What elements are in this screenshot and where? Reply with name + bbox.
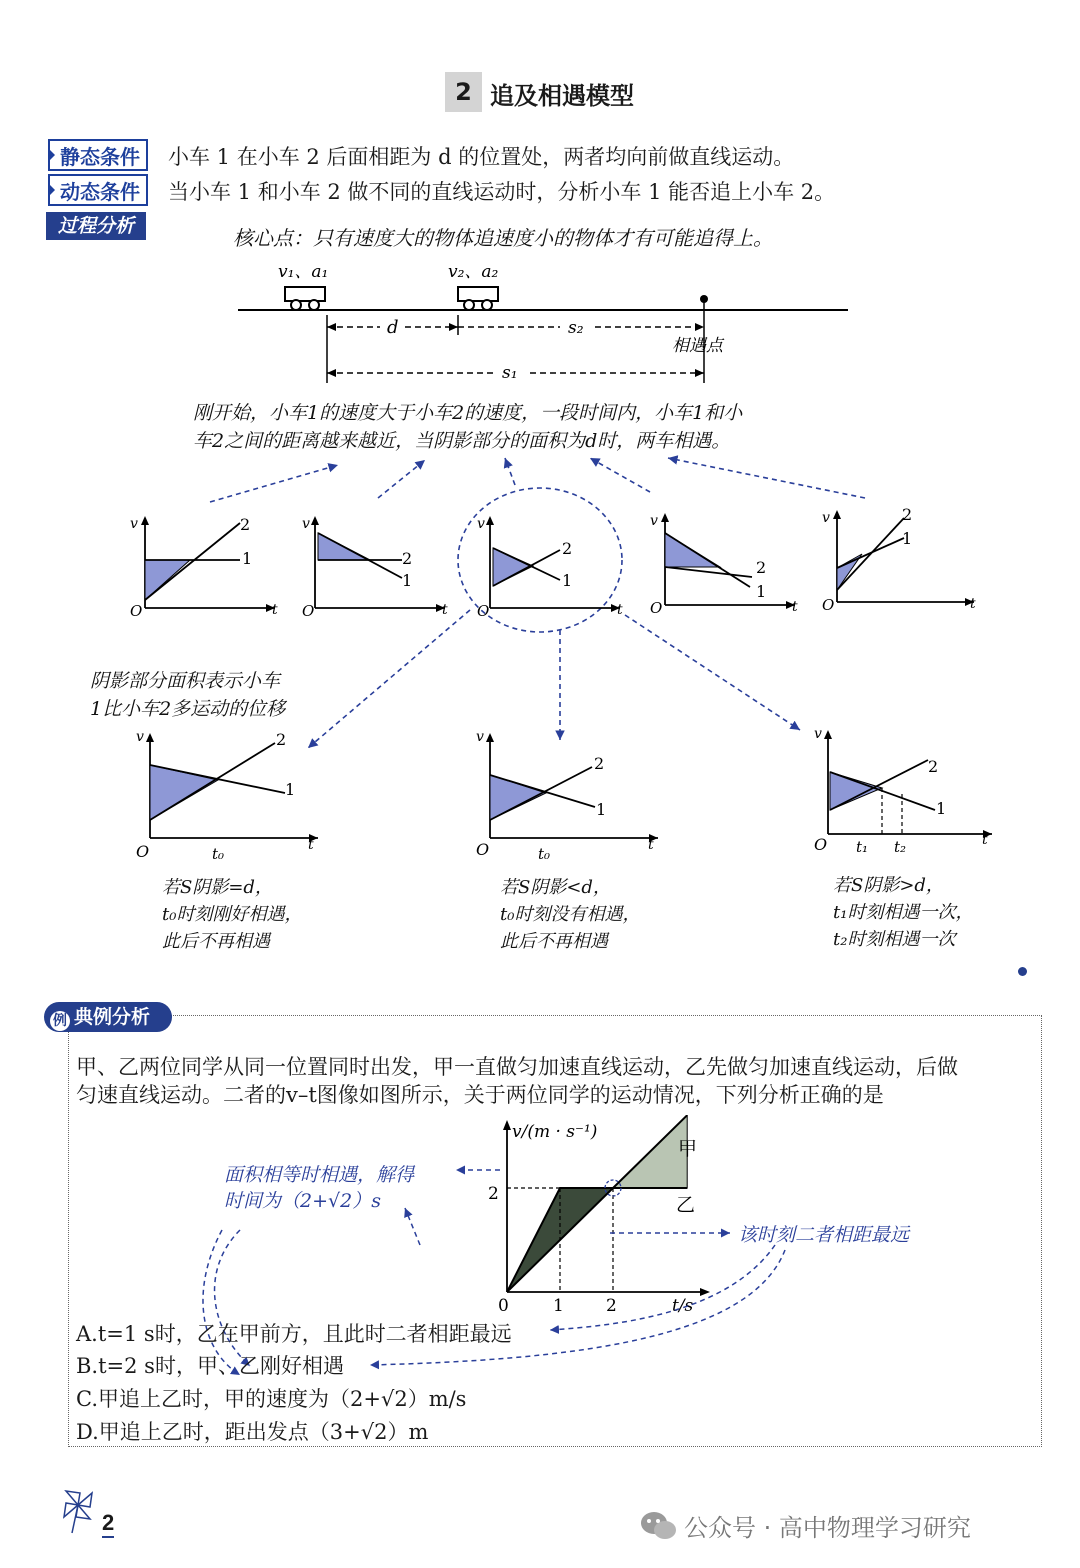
watermark: 公众号 · 高中物理学习研究 — [684, 1514, 971, 1542]
page-title: 追及相遇模型 — [490, 82, 634, 110]
svg-text:v: v — [477, 516, 485, 532]
svg-text:2: 2 — [756, 558, 767, 577]
static-condition-tag: 静态条件 — [48, 139, 148, 171]
question-line-1: 甲、乙两位同学从同一位置同时出发，甲一直做匀加速直线运动，乙先做匀加速直线运动，后做 — [76, 1055, 958, 1079]
svg-text:2: 2 — [240, 515, 251, 534]
case-graph-equal — [130, 725, 330, 865]
svg-text:v: v — [650, 513, 658, 529]
option-d[interactable]: D.甲追上乙时，距出发点（3+√2）m — [76, 1420, 429, 1444]
svg-text:t: t — [648, 837, 654, 853]
meet-point-label: 相遇点 — [672, 336, 723, 356]
origin-label: 0 — [498, 1296, 509, 1316]
s1-label: s₁ — [502, 363, 518, 383]
svg-text:1: 1 — [242, 549, 253, 568]
svg-text:O: O — [130, 602, 143, 618]
vt-graph-5 — [812, 502, 982, 614]
pinwheel-icon — [58, 1485, 100, 1535]
note-area-line-1: 面积相等时相遇，解得 — [224, 1164, 415, 1186]
explain-line-1: 刚开始，小车1的速度大于小车2的速度，一段时间内，小车1和小 — [193, 402, 743, 424]
svg-text:O: O — [302, 602, 315, 618]
section-number: 2 — [445, 72, 482, 112]
svg-text:O: O — [814, 835, 828, 854]
static-condition-text: 小车 1 在小车 2 后面相距为 d 的位置处，两者均向前做直线运动。 — [168, 145, 795, 169]
example-icon: 例 — [50, 1011, 70, 1031]
note-area-line-2: 时间为（2+√2）s — [224, 1190, 381, 1212]
x-tick-1: 1 — [553, 1296, 564, 1316]
car2-label: v₂、a₂ — [448, 262, 499, 282]
svg-text:2: 2 — [902, 505, 913, 524]
shadow-note-line-2: 1比小车2多运动的位移 — [90, 698, 286, 720]
shadow-note-line-1: 阴影部分面积表示小车 — [90, 670, 281, 692]
svg-text:t: t — [308, 837, 314, 853]
svg-text:O: O — [136, 842, 150, 861]
svg-text:t: t — [792, 599, 798, 615]
process-analysis-tag: 过程分析 — [46, 212, 146, 240]
option-a[interactable]: A.t=1 s时，乙在甲前方，且此时二者相距最远 — [76, 1322, 512, 1346]
svg-text:2: 2 — [594, 754, 605, 773]
wechat-icon — [640, 1510, 678, 1542]
series-yi-label: 乙 — [676, 1194, 696, 1216]
option-b[interactable]: B.t=2 s时，甲、乙刚好相遇 — [76, 1354, 344, 1378]
vt-graph-1 — [120, 508, 280, 618]
svg-text:1: 1 — [402, 571, 413, 590]
svg-text:O: O — [650, 599, 663, 615]
svg-text:O: O — [477, 602, 490, 618]
svg-text:t₁: t₁ — [856, 838, 869, 856]
car1-label: v₁、a₁ — [278, 262, 329, 282]
x-tick-2: 2 — [606, 1296, 617, 1316]
series-jia-label: 甲 — [678, 1138, 698, 1160]
option-c[interactable]: C.甲追上乙时，甲的速度为（2+√2）m/s — [76, 1387, 467, 1411]
dynamic-condition-text: 当小车 1 和小车 2 做不同的直线运动时，分析小车 1 能否追上小车 2。 — [168, 180, 836, 204]
vt-graph-2 — [290, 508, 450, 618]
case-a-caption: 若S阴影=d， t₀时刻刚好相遇， 此后不再相遇 — [162, 877, 303, 952]
svg-text:1: 1 — [285, 780, 296, 799]
car-1 — [285, 287, 325, 310]
s2-label: s₂ — [568, 318, 584, 338]
vt-graph-4 — [640, 505, 800, 615]
svg-text:t: t — [442, 602, 448, 618]
svg-text:O: O — [476, 840, 490, 859]
svg-text:t₂: t₂ — [894, 838, 907, 856]
page-number: 2 — [102, 1510, 114, 1538]
svg-text:t₀: t₀ — [538, 845, 551, 863]
car-2 — [458, 287, 498, 310]
track-diagram — [230, 255, 870, 385]
y-tick-2: 2 — [488, 1184, 499, 1204]
svg-text:1: 1 — [756, 582, 767, 601]
svg-text:1: 1 — [936, 799, 947, 818]
d-label: d — [387, 317, 399, 338]
svg-text:1: 1 — [596, 800, 607, 819]
bullet-dot — [1018, 967, 1027, 976]
svg-text:v: v — [822, 510, 830, 526]
vt-graph-3 — [465, 508, 625, 618]
explain-line-2: 车2之间的距离越来越近，当阴影部分的面积为d时，两车相遇。 — [193, 430, 731, 452]
case-c-caption: 若S阴影>d， t₁时刻相遇一次， t₂时刻相遇一次 — [833, 875, 974, 950]
question-line-2: 匀速直线运动。二者的v–t图像如图所示，关于两位同学的运动情况，下列分析正确的是 — [76, 1083, 884, 1107]
core-point: 核心点：只有速度大的物体追速度小的物体才有可能追得上。 — [233, 226, 773, 250]
svg-text:v: v — [136, 729, 144, 745]
svg-text:2: 2 — [276, 730, 287, 749]
svg-text:2: 2 — [562, 539, 573, 558]
svg-text:2: 2 — [402, 549, 413, 568]
case-graph-greater — [810, 722, 1000, 862]
svg-text:v: v — [130, 516, 138, 532]
case-graph-less — [470, 725, 670, 865]
svg-text:t₀: t₀ — [212, 845, 225, 863]
svg-text:1: 1 — [902, 529, 913, 548]
y-axis-label: v/(m · s⁻¹) — [512, 1122, 598, 1142]
svg-text:v: v — [814, 726, 822, 742]
svg-text:t: t — [272, 602, 278, 618]
svg-text:O: O — [822, 596, 835, 614]
svg-text:t: t — [982, 832, 988, 848]
x-axis-label: t/s — [672, 1296, 694, 1316]
svg-text:2: 2 — [928, 757, 939, 776]
dynamic-condition-tag: 动态条件 — [48, 174, 148, 206]
note-farthest: 该时刻二者相距最远 — [738, 1224, 910, 1246]
svg-text:1: 1 — [562, 571, 573, 590]
svg-text:v: v — [302, 516, 310, 532]
svg-text:t: t — [617, 602, 623, 618]
svg-text:v: v — [476, 729, 484, 745]
case-b-caption: 若S阴影<d， t₀时刻没有相遇， 此后不再相遇 — [500, 877, 641, 952]
example-tag: 例 典例分析 — [44, 1002, 172, 1032]
svg-text:t: t — [970, 596, 976, 612]
